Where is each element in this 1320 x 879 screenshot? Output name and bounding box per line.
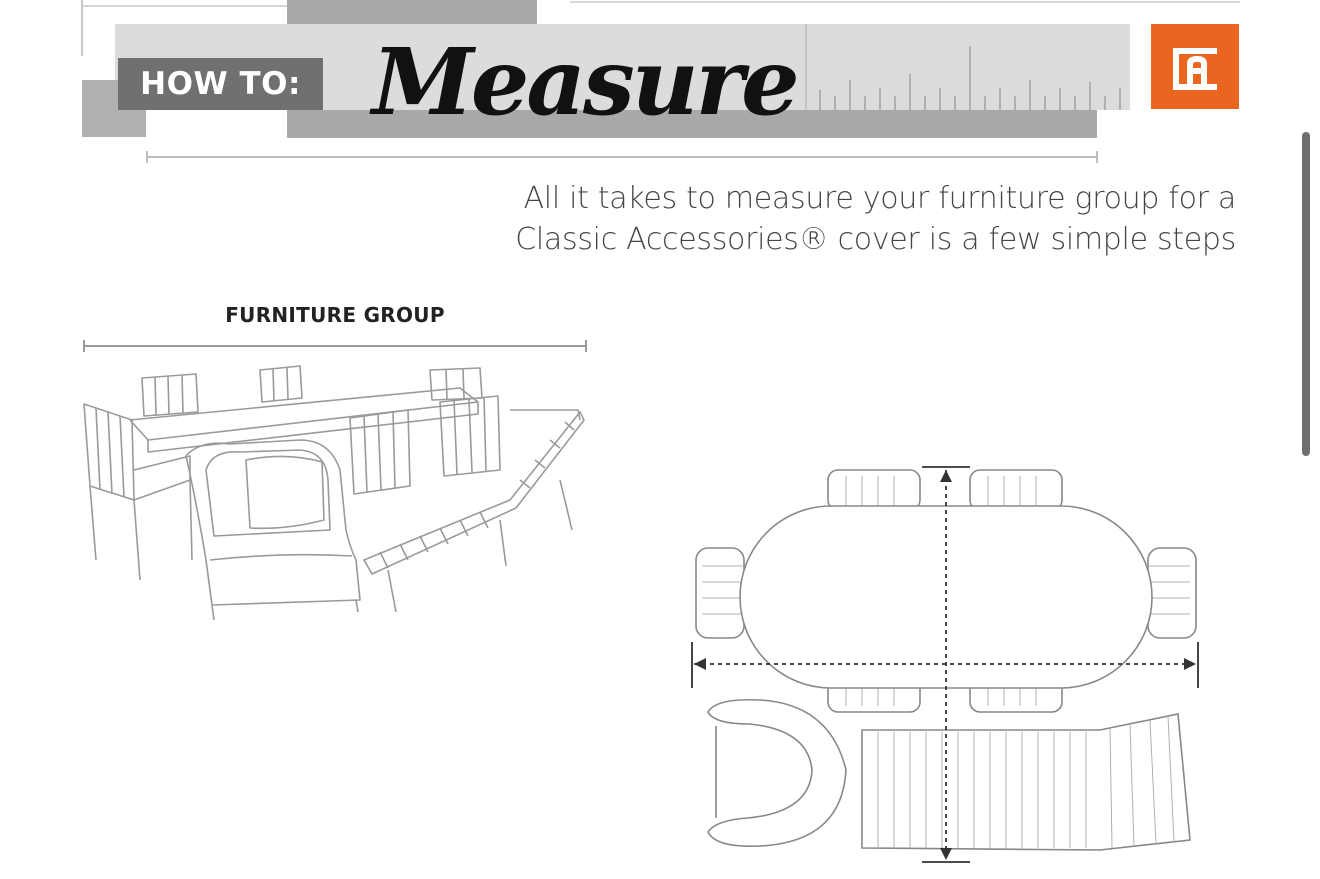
intro-line-1: All it takes to measure your furniture group for a	[523, 181, 1236, 216]
scrollbar[interactable]	[1302, 132, 1310, 456]
intro-line-2: Classic Accessories® cover is a few simple steps	[515, 222, 1236, 257]
furniture-group-label: FURNITURE GROUP	[225, 303, 445, 327]
how-to-label: HOW TO:	[118, 58, 323, 110]
page-title: Measure	[372, 28, 797, 136]
